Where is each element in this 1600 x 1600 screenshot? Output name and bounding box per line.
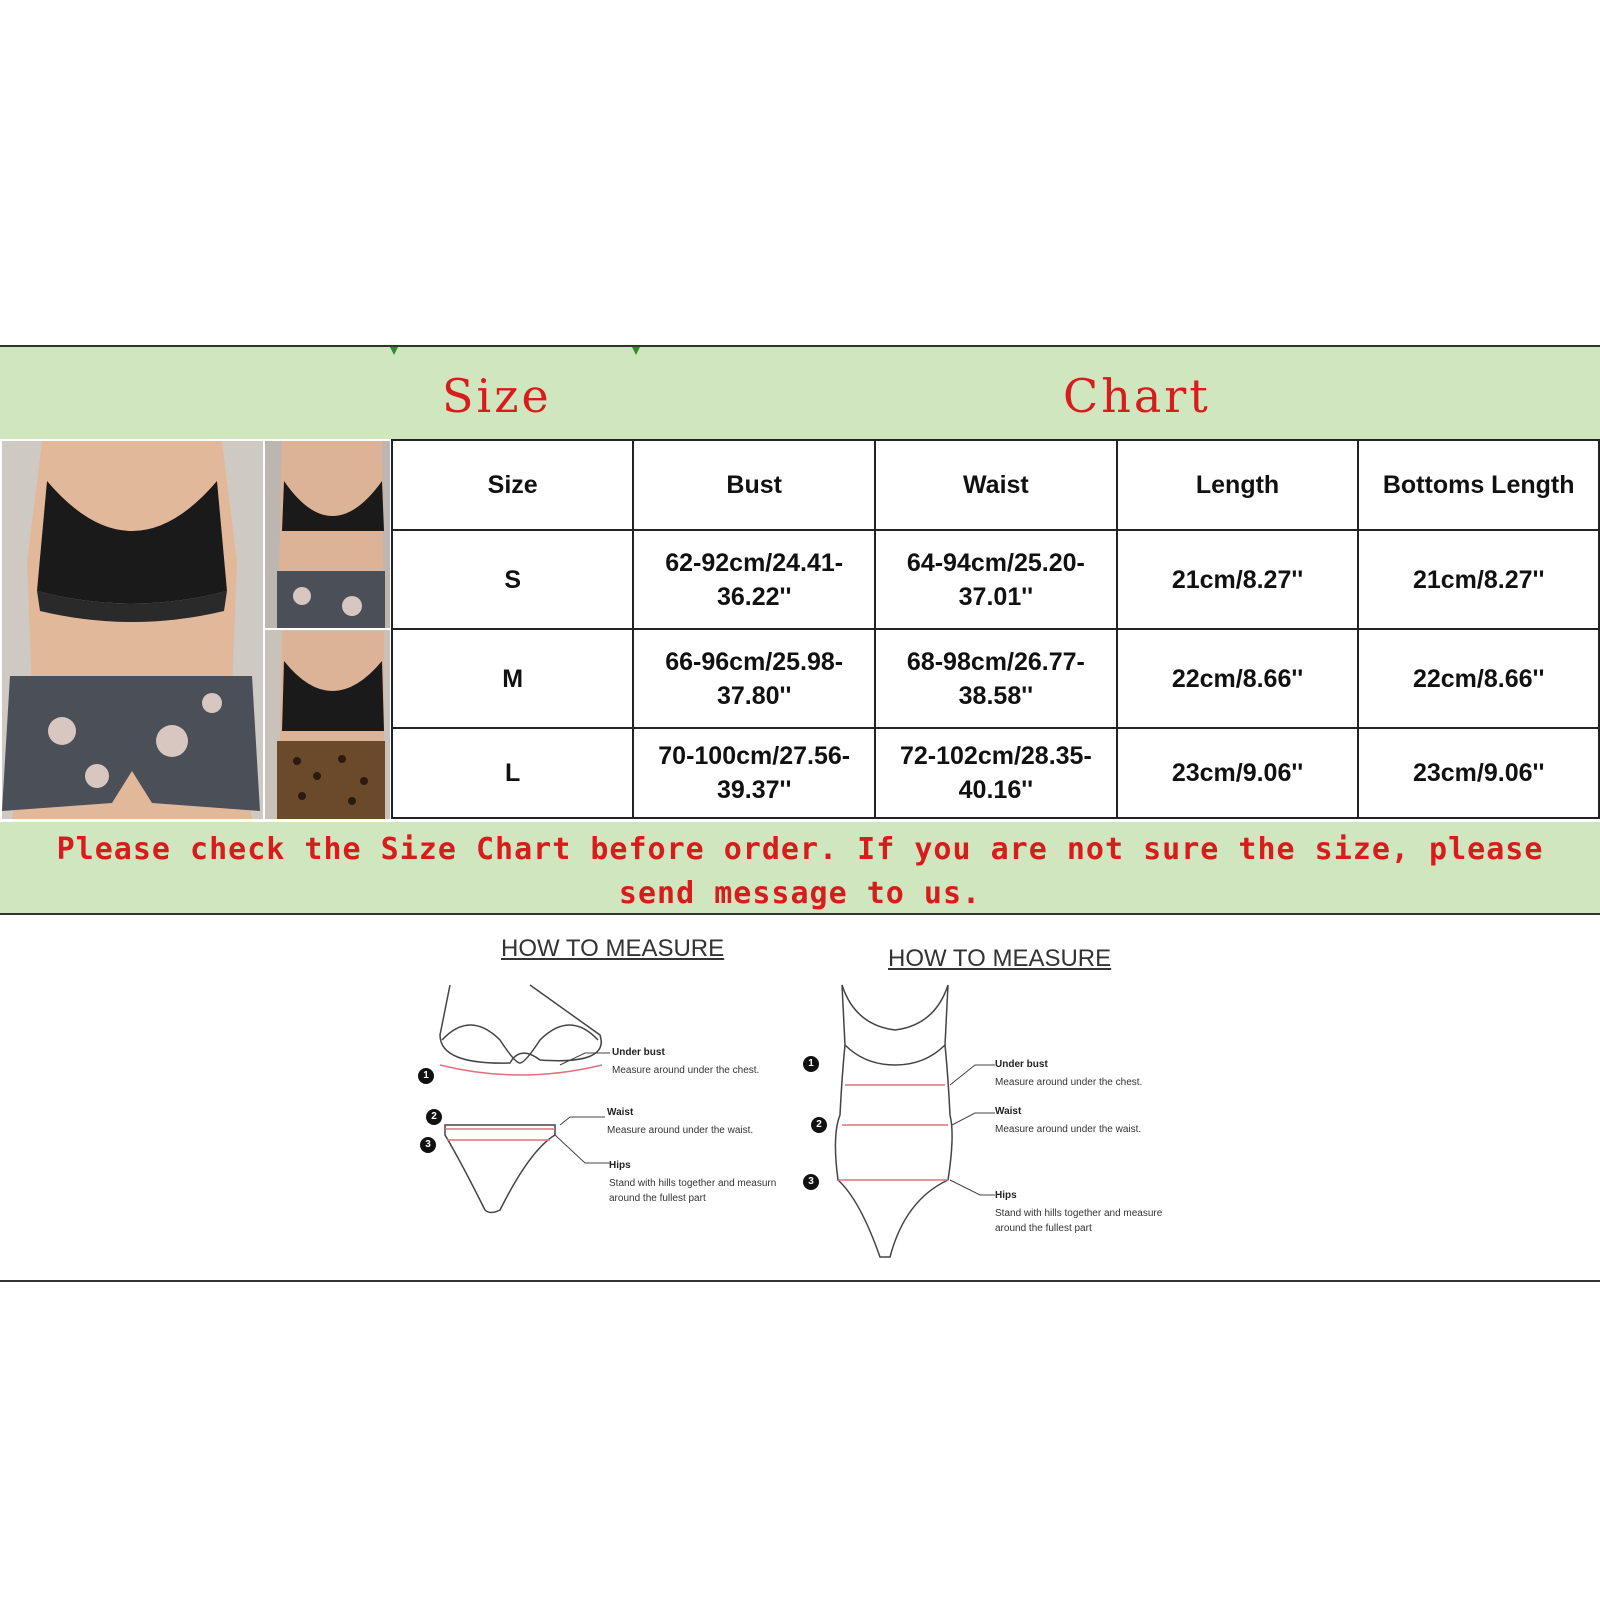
- notice-bottom-rule: [0, 913, 1600, 915]
- guide-description: Measure around under the chest.: [612, 1065, 760, 1076]
- bodysuit-diagram: [820, 985, 1020, 1265]
- column-header-waist: Waist: [875, 440, 1117, 530]
- column-header-bottoms-length: Bottoms Length: [1358, 440, 1599, 530]
- notice-line-1: Please check the Size Chart before order. If you are not sure the size, please: [56, 832, 1544, 867]
- step-badge: 3: [803, 1174, 819, 1190]
- guide-label: Hips: [995, 1190, 1017, 1201]
- waist-cell: 72-102cm/28.35- 40.16'': [875, 728, 1117, 818]
- bottom-rule: [0, 1280, 1600, 1282]
- table-header-row: [392, 440, 1599, 530]
- bottoms-length-cell: 23cm/9.06'': [1358, 728, 1599, 818]
- table-row: [392, 728, 1599, 818]
- guide-description: Stand with hills together and measurn around the fullest part: [609, 1178, 777, 1204]
- how-to-measure-title-left: HOW TO MEASURE: [501, 935, 725, 962]
- product-photo: [2, 441, 390, 819]
- step-badge: 3: [420, 1137, 436, 1153]
- header-band: [0, 347, 1600, 439]
- step-badge: 2: [426, 1109, 442, 1125]
- length-cell: 23cm/9.06'': [1117, 728, 1359, 818]
- size-cell: M: [392, 629, 633, 728]
- header-chart-word: Chart: [1063, 369, 1211, 423]
- green-marker: [632, 347, 640, 355]
- header-size-word: Size: [442, 369, 552, 423]
- size-table: [391, 439, 1600, 819]
- bust-cell: 70-100cm/27.56- 39.37'': [633, 728, 875, 818]
- guide-label: Under bust: [612, 1047, 665, 1058]
- notice-line-2: send message to us.: [618, 876, 982, 911]
- step-badge: 2: [811, 1117, 827, 1133]
- size-cell: L: [392, 728, 633, 818]
- bottoms-length-cell: 22cm/8.66'': [1358, 629, 1599, 728]
- table-row: [392, 530, 1599, 629]
- column-header-size: Size: [392, 440, 633, 530]
- how-to-measure-title-right: HOW TO MEASURE: [888, 945, 1112, 972]
- green-marker: [390, 347, 398, 355]
- column-header-bust: Bust: [633, 440, 875, 530]
- guide-label: Waist: [995, 1106, 1022, 1117]
- step-badge: 1: [803, 1056, 819, 1072]
- guide-description: Measure around under the waist.: [607, 1125, 754, 1136]
- column-header-length: Length: [1117, 440, 1359, 530]
- guide-label: Under bust: [995, 1059, 1048, 1070]
- guide-description: Stand with hills together and measure around the fullest part: [995, 1208, 1163, 1234]
- waist-cell: 68-98cm/26.77- 38.58'': [875, 629, 1117, 728]
- bottoms-length-cell: 21cm/8.27'': [1358, 530, 1599, 629]
- bust-cell: 66-96cm/25.98- 37.80'': [633, 629, 875, 728]
- guide-label: Hips: [609, 1160, 631, 1171]
- table-row: [392, 629, 1599, 728]
- size-cell: S: [392, 530, 633, 629]
- size-notice: [10, 828, 1590, 916]
- guide-label: Waist: [607, 1107, 634, 1118]
- bust-cell: 62-92cm/24.41- 36.22'': [633, 530, 875, 629]
- length-cell: 21cm/8.27'': [1117, 530, 1359, 629]
- step-badge: 1: [418, 1068, 434, 1084]
- waist-cell: 64-94cm/25.20- 37.01'': [875, 530, 1117, 629]
- guide-description: Measure around under the chest.: [995, 1077, 1143, 1088]
- guide-description: Measure around under the waist.: [995, 1124, 1142, 1135]
- product-illustration: [2, 441, 390, 819]
- length-cell: 22cm/8.66'': [1117, 629, 1359, 728]
